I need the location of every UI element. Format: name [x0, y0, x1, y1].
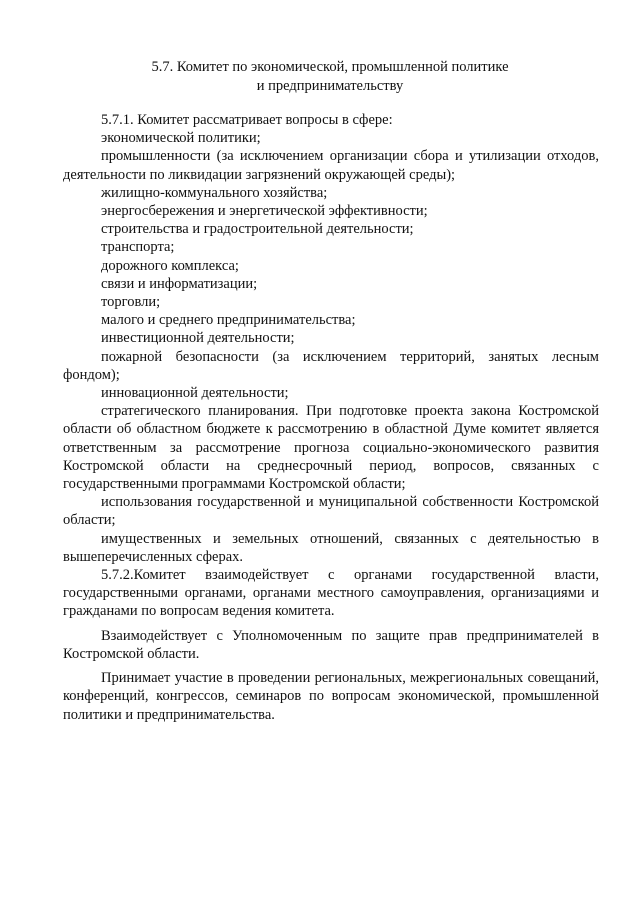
paragraph: связи и информатизации;	[101, 275, 258, 292]
paragraph: строительства и градостроительной деятельности;	[101, 221, 414, 238]
paragraph: транспорта;	[101, 239, 175, 256]
paragraph: малого и среднего предпринимательства;	[101, 312, 356, 329]
section-title-line1: 5.7. Комитет по экономической, промышленной политике	[151, 59, 509, 75]
paragraph: жилищно-коммунального хозяйства;	[101, 184, 328, 201]
paragraph: 5.7.2.Комитет взаимодействует с органами государственной власти, государственными органами, органами местного самоуправления, организациями и гражданами по вопросам ведения комитета.	[63, 567, 599, 620]
paragraph: энергосбережения и энергетической эффективности;	[101, 203, 428, 220]
paragraph: пожарной безопасности (за исключением территорий, занятых лесным фондом);	[63, 348, 599, 383]
paragraph: торговли;	[101, 294, 161, 311]
paragraph: Взаимодействует с Уполномоченным по защите прав предпринимателей в Костромской области.	[63, 627, 599, 662]
paragraph: инвестиционной деятельности;	[101, 330, 295, 347]
paragraph: Принимает участие в проведении региональных, межрегиональных совещаний, конференций, конгрессов, семинаров по вопросам экономической, промышленной политики и предпринимательства.	[63, 670, 599, 723]
paragraph: экономической политики;	[101, 130, 261, 147]
paragraph: стратегического планирования. При подготовке проекта закона Костромской области об областном бюджете к рассмотрению в областной Думе комитет является ответственным за рассмотрение прогноза социально-экономического развития Костромской области на среднесрочный период, вопросов, связанных с государственными программами Костромской области;	[63, 403, 599, 493]
paragraph: промышленности (за исключением организации сбора и утилизации отходов, деятельности по ликвидации загрязнений окружающей среды);	[63, 148, 599, 183]
section-title	[60, 58, 600, 96]
document-body	[63, 111, 599, 724]
paragraph: 5.7.1. Комитет рассматривает вопросы в сфере:	[101, 112, 393, 128]
section-title-line2: и предпринимательству	[256, 78, 404, 94]
paragraph: инновационной деятельности;	[101, 385, 289, 402]
paragraph: дорожного комплекса;	[101, 257, 239, 274]
paragraph: использования государственной и муниципальной собственности Костромской области;	[63, 494, 599, 529]
paragraph: имущественных и земельных отношений, связанных с деятельностью в вышеперечисленных сферах.	[63, 530, 599, 565]
